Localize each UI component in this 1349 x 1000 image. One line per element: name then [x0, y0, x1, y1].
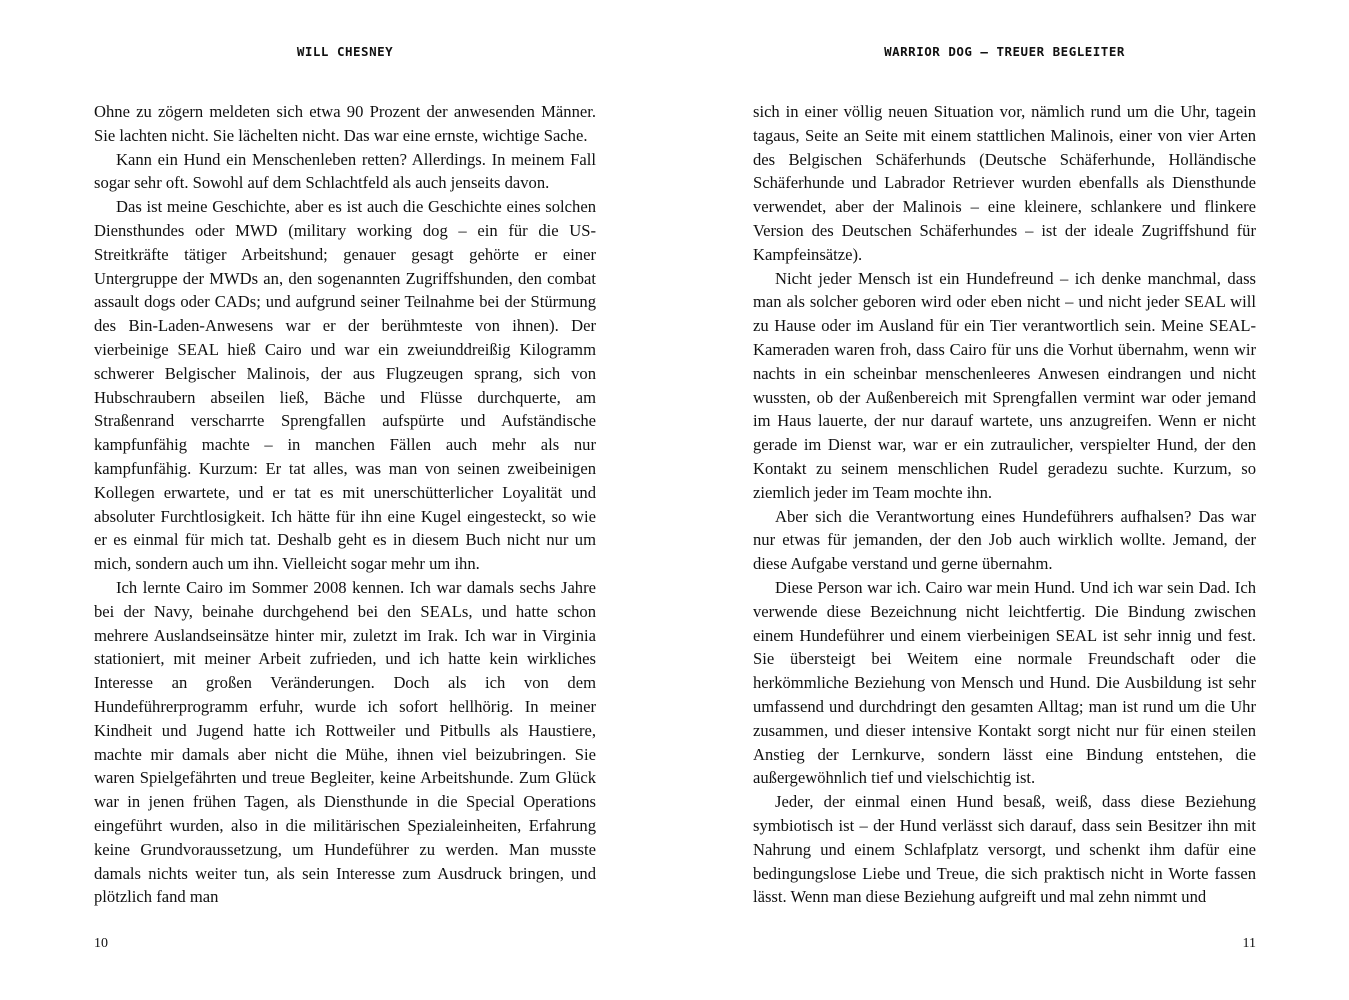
paragraph: Nicht jeder Mensch ist ein Hundefreund – ich denke manchmal, dass man als solcher geboren wird oder eben nicht – und nicht jeder SEAL will zu Hause oder im Ausland für ein Tier verantwortlich sein. Meine SEAL-Kameraden waren froh, dass Cairo für uns die Vorhut übernahm, wenn wir nachts in ein scheinbar menschenleeres Anwesen eindrangen und nicht wussten, ob der Außenbereich mit Sprengfallen vermint war oder jemand im Haus lauerte, der nur darauf wartete, uns anzugreifen. Wenn er nicht gerade im Dienst war, war er ein zutraulicher, verspielter Hund, der den Kontakt zu seinem menschlichen Rudel geradezu suchte. Kurzum, so ziemlich jeder im Team mochte ihn. — [753, 268, 1256, 502]
paragraph: Aber sich die Verantwortung eines Hundeführers aufhalsen? Das war nur etwas für jemanden, der den Job auch wirklich wollte. Jemand, der diese Aufgabe verstand und gerne übernahm. — [753, 506, 1256, 574]
paragraph: Kann ein Hund ein Menschenleben retten? Allerdings. In meinem Fall sogar sehr oft. Sowohl auf dem Schlachtfeld als auch jenseits davon. — [94, 149, 596, 193]
paragraph: Das ist meine Geschichte, aber es ist auch die Geschichte eines solchen Diensthundes oder MWD (military working dog – ein für die US-Streitkräfte tätiger Arbeitshund; genauer gesagt gehörte er einer Untergruppe der MWDs an, den sogenannten Zugriffshunden, den combat assault dogs oder CADs; und aufgrund seiner Teilnahme bei der Stürmung des Bin-Laden-Anwesens war er der berühmteste von ihnen). Der vierbeinige SEAL hieß Cairo und war ein zweiunddreißig Kilogramm schwerer Belgischer Malinois, der aus Flugzeugen sprang, sich von Hubschraubern abseilen ließ, Bäche und Flüsse durchquerte, am Straßenrand verscharrte Sprengfallen aufspürte und Aufständische kampfunfähig machte – in manchen Fällen auch mehr als nur kampfunfähig. Kurzum: Er tat alles, was man von seinen zweibeinigen Kollegen erwartete, und er tat es mit unerschütterlicher Loyalität und absoluter Furchtlosigkeit. Ich hätte für ihn eine Kugel eingesteckt, so wie er es einmal für mich tat. Deshalb geht es in diesem Buch nicht nur um mich, sondern auch um ihn. Vielleicht sogar mehr um ihn. — [94, 197, 596, 574]
paragraph: Diese Person war ich. Cairo war mein Hund. Und ich war sein Dad. Ich verwende diese Bezeichnung nicht leichtfertig. Die Bindung zwischen einem Hundeführer und einem vierbeinigen SEAL ist sehr innig und fest. Sie übersteigt bei Weitem eine normale Freundschaft oder die herkömmliche Beziehung von Mensch und Hund. Die Ausbildung ist sehr umfassend und durchdringt den gesamten Alltag; man ist rund um die Uhr zusammen, und dieser intensive Kontakt sorgt nicht nur für einen steilen Anstieg der Lernkurve, sondern lässt eine Bindung entstehen, die außergewöhnlich tief und vielschichtig ist. — [753, 577, 1256, 788]
paragraph: sich in einer völlig neuen Situation vor, nämlich rund um die Uhr, tagein tagaus, Seite an Seite mit einem stattlichen Malinois, einer von vier Arten des Belgischen Schäferhunds (Deutsche Schäferhunde, Holländische Schäferhunde und Labrador Retriever wurden ebenfalls als Diensthunde verwendet, aber der Malinois – eine kleinere, schlankere und flinkere Version des Deutschen Schäferhundes – ist der ideale Zugriffshund für Kampfeinsätze). — [753, 102, 1256, 264]
left-page-body — [94, 100, 596, 909]
running-head-title: WARRIOR DOG – TREUER BEGLEITER — [884, 44, 1125, 59]
right-page-body — [753, 100, 1256, 909]
paragraph: Jeder, der einmal einen Hund besaß, weiß, dass diese Beziehung symbiotisch ist – der Hund verlässt sich darauf, dass sein Besitzer ihn mit Nahrung und einem Schlafplatz versorgt, und schenkt ihm dafür eine bedingungslose Liebe und Treue, die sich praktisch nicht in Worte fassen lässt. Wenn man diese Beziehung aufgreift und mal zehn nimmt und — [753, 792, 1256, 907]
page-number-right: 11 — [1242, 936, 1256, 951]
paragraph: Ohne zu zögern meldeten sich etwa 90 Prozent der anwesenden Männer. Sie lachten nicht. Sie lächelten nicht. Das war eine ernste, wichtige Sache. — [94, 102, 596, 145]
left-page — [94, 0, 596, 1000]
running-head-author: WILL CHESNEY — [296, 44, 394, 59]
paragraph: Ich lernte Cairo im Sommer 2008 kennen. Ich war damals sechs Jahre bei der Navy, beinahe durchgehend bei den SEALs, und hatte schon mehrere Auslandseinsätze hinter mir, zuletzt im Irak. Ich war in Virginia stationiert, mit meiner Arbeit zufrieden, und ich hatte kein wirkliches Interesse an großen Veränderungen. Doch als ich von dem Hundeführerprogramm erfuhr, wurde ich sofort hellhörig. In meiner Kindheit und Jugend hatte ich Rottweiler und Pitbulls als Haustiere, machte mir damals aber nicht die Mühe, ihnen viel beizubringen. Sie waren Spielgefährten und treue Begleiter, keine Arbeitshunde. Zum Glück war in jenen frühen Tagen, als Diensthunde in die Special Operations eingeführt wurden, also in die militärischen Spezialeinheiten, Erfahrung keine Grundvoraussetzung, um Hundeführer zu werden. Man musste damals nichts weiter tun, als sein Interesse zum Ausdruck bringen, und plötzlich fand man — [94, 577, 596, 907]
right-page — [753, 0, 1256, 1000]
page-number-left: 10 — [94, 936, 108, 951]
